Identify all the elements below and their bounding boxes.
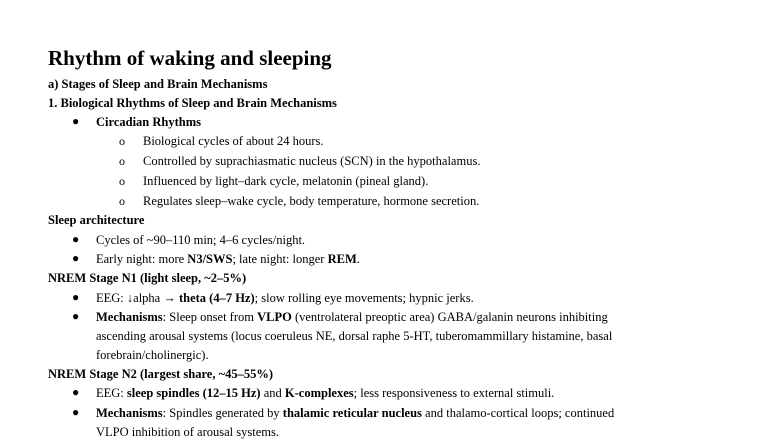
n1-heading: NREM Stage N1 (light sleep, ~2–5%) xyxy=(48,271,247,285)
bullet-icon: ● xyxy=(72,385,80,399)
circadian-item-2: Controlled by suprachiasmatic nucleus (SCN) in the hypothalamus. xyxy=(143,154,481,168)
circadian-item-1: Biological cycles of about 24 hours. xyxy=(143,134,324,148)
bullet-icon: ● xyxy=(72,251,80,265)
bullet-icon: ● xyxy=(72,309,80,323)
section-heading-1: 1. Biological Rhythms of Sleep and Brain Mechanisms xyxy=(48,96,337,110)
n1-mechanisms-line-1: Mechanisms: Sleep onset from VLPO (ventrolateral preoptic area) GABA/galanin neurons inhibiting xyxy=(96,310,608,324)
section-heading-a: a) Stages of Sleep and Brain Mechanisms xyxy=(48,77,268,91)
n2-mechanisms-line-2: VLPO inhibition of arousal systems. xyxy=(96,425,279,439)
bullet-icon: ● xyxy=(72,290,80,304)
architecture-heading: Sleep architecture xyxy=(48,213,145,227)
n1-mechanisms-line-2: ascending arousal systems (locus coeruleus NE, dorsal raphe 5-HT, tuberomammillary histamine, basal xyxy=(96,329,613,343)
circadian-item-3: Influenced by light–dark cycle, melatonin (pineal gland). xyxy=(143,174,429,188)
n2-mechanisms-line-1: Mechanisms: Spindles generated by thalamic reticular nucleus and thalamo-cortical loops; continued xyxy=(96,406,615,420)
n1-eeg: EEG: ↓alpha → theta (4–7 Hz); slow rolling eye movements; hypnic jerks. xyxy=(96,291,474,305)
circadian-heading: Circadian Rhythms xyxy=(96,115,201,129)
page-title: Rhythm of waking and sleeping xyxy=(48,46,332,70)
bullet-icon: ● xyxy=(72,114,80,128)
n2-eeg: EEG: sleep spindles (12–15 Hz) and K-complexes; less responsiveness to external stimuli. xyxy=(96,386,555,400)
architecture-item-1: Cycles of ~90–110 min; 4–6 cycles/night. xyxy=(96,233,306,247)
sub-bullet-icon: o xyxy=(119,174,125,188)
n2-heading: NREM Stage N2 (largest share, ~45–55%) xyxy=(48,367,273,381)
bullet-icon: ● xyxy=(72,405,80,419)
sub-bullet-icon: o xyxy=(119,134,125,148)
bullet-icon: ● xyxy=(72,232,80,246)
sub-bullet-icon: o xyxy=(119,154,125,168)
architecture-item-2: Early night: more N3/SWS; late night: longer REM. xyxy=(96,252,360,266)
sub-bullet-icon: o xyxy=(119,194,125,208)
n1-mechanisms-line-3: forebrain/cholinergic). xyxy=(96,348,209,362)
circadian-item-4: Regulates sleep–wake cycle, body temperature, hormone secretion. xyxy=(143,194,480,208)
